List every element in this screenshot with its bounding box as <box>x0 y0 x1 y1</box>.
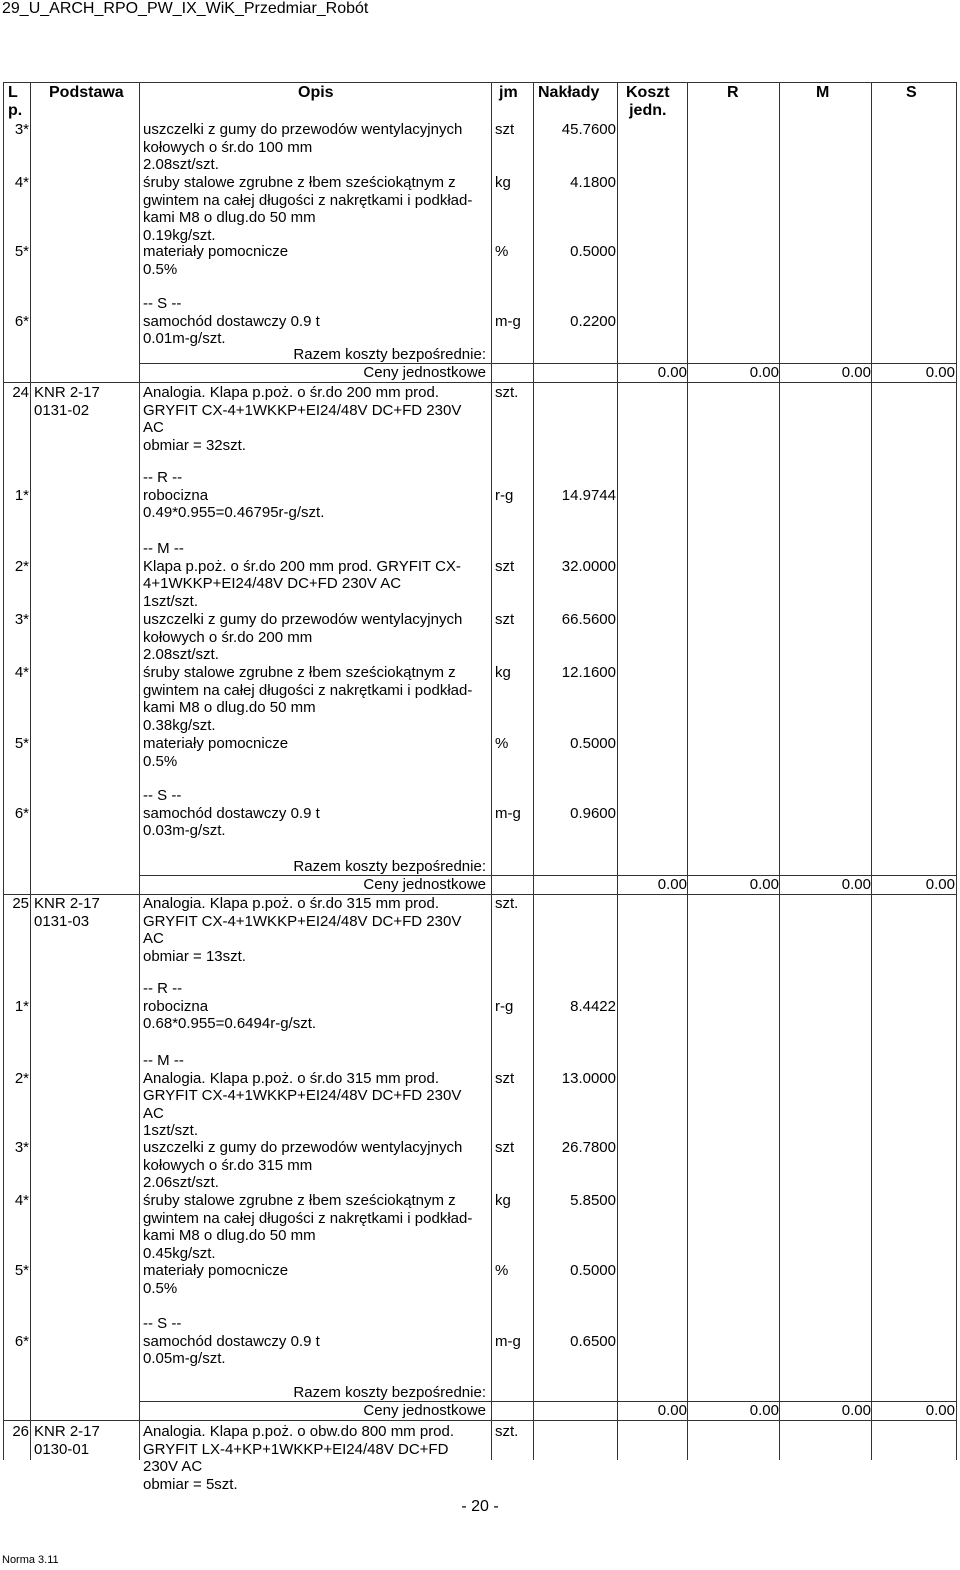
description-line: uszczelki z gumy do przewodów wentylacyjnych <box>143 611 463 628</box>
description-line: 1szt/szt. <box>143 592 199 610</box>
quantity-value: 26.7800 <box>561 1139 616 1156</box>
column-divider <box>871 82 872 1460</box>
unit-price-value: 0.00 <box>657 363 687 381</box>
table-border-right <box>956 82 957 1460</box>
description-line: śruby stalowe zgrubne z łbem sześciokątnym z <box>143 664 456 681</box>
description-line: samochód dostawczy 0.9 t <box>143 312 320 330</box>
quantity-value: 12.1600 <box>561 664 616 681</box>
description <box>143 895 489 965</box>
quantity-value: 14.9744 <box>561 486 616 504</box>
unit-price-value: 0.00 <box>657 875 687 893</box>
description-line: -- S -- <box>143 295 182 312</box>
header-naklady: Nakłady <box>538 84 600 101</box>
column-divider <box>779 82 780 1460</box>
description-line: 0.5% <box>143 260 178 278</box>
description-line: 0.5% <box>143 1279 178 1297</box>
unit: % <box>495 243 509 260</box>
description <box>143 121 489 174</box>
row-divider <box>139 1401 957 1402</box>
description-line: materiały pomocnicze <box>143 735 289 752</box>
quantity-value: 8.4422 <box>570 997 616 1015</box>
row-number: 6* <box>14 312 29 330</box>
header-koszt: Koszt jedn. <box>626 84 670 119</box>
estimate-table <box>3 82 957 1493</box>
column-divider <box>491 82 492 1460</box>
description-line: 0.38kg/szt. <box>143 716 216 734</box>
basis-code <box>34 895 144 930</box>
unit: % <box>495 1262 509 1279</box>
description-line: materiały pomocnicze <box>143 1262 289 1279</box>
footer-norma: Norma 3.11 <box>2 1554 59 1566</box>
unit: szt <box>495 1069 515 1087</box>
description-line: GRYFIT CX-4+1WKKP+EI24/48V DC+FD 230V <box>143 1087 462 1105</box>
header-s: S <box>906 84 917 101</box>
table-border-top <box>3 82 957 83</box>
description-line: 2.08szt/szt. <box>143 646 219 664</box>
description-line: robocizna <box>143 997 209 1015</box>
unit: szt <box>495 611 515 628</box>
unit-price-value: 0.00 <box>841 1401 871 1419</box>
basis-line: KNR 2-17 <box>34 895 100 912</box>
quantity-value: 0.5000 <box>570 243 616 260</box>
description-line: 0.49*0.955=0.46795r-g/szt. <box>143 504 325 522</box>
description-line: samochód dostawczy 0.9 t <box>143 804 320 822</box>
description-line: gwintem na całej długości z nakrętkami i podkład- <box>143 1209 473 1227</box>
description-line: obmiar = 13szt. <box>143 947 246 965</box>
description-line: Klapa p.poż. o śr.do 200 mm prod. GRYFIT CX- <box>143 557 461 575</box>
description <box>143 540 489 610</box>
description <box>143 787 489 840</box>
description-line: Analogia. Klapa p.poż. o śr.do 315 mm prod. <box>143 895 440 912</box>
unit: % <box>495 735 509 752</box>
quantity-value: 45.7600 <box>561 121 616 138</box>
description-line: śruby stalowe zgrubne z łbem sześciokątnym z <box>143 174 456 191</box>
unit: szt. <box>495 384 519 401</box>
unit: m-g <box>495 804 521 822</box>
unit: kg <box>495 1192 511 1209</box>
description-line: 1szt/szt. <box>143 1122 199 1140</box>
unit-price-value: 0.00 <box>925 875 955 893</box>
unit: szt. <box>495 1423 519 1440</box>
unit: szt <box>495 557 515 575</box>
row-number: 6* <box>14 804 29 822</box>
quantity-value: 13.0000 <box>561 1069 616 1087</box>
description <box>143 1423 489 1493</box>
row-divider <box>3 382 957 383</box>
unit-price-value: 0.00 <box>841 363 871 381</box>
description-line: kołowych o śr.do 100 mm <box>143 138 313 156</box>
unit: kg <box>495 174 511 191</box>
row-divider <box>139 363 957 364</box>
row-number: 4* <box>14 174 29 191</box>
description-line: gwintem na całej długości z nakrętkami i podkład- <box>143 191 473 209</box>
row-number: 3* <box>14 1139 29 1156</box>
column-divider <box>30 82 31 1460</box>
row-divider <box>3 1420 957 1421</box>
description-line: kami M8 o dlug.do 50 mm <box>143 699 316 717</box>
description <box>143 174 489 244</box>
row-number: 1* <box>14 486 29 504</box>
unit: szt <box>495 1139 515 1156</box>
row-number: 26 <box>12 1423 29 1440</box>
row-number: 1* <box>14 997 29 1015</box>
unit-price-value: 0.00 <box>657 1401 687 1419</box>
description-line: 2.08szt/szt. <box>143 156 219 174</box>
description-line: 0.01m-g/szt. <box>143 330 226 348</box>
description <box>143 1315 489 1368</box>
description-line: uszczelki z gumy do przewodów wentylacyjnych <box>143 121 463 138</box>
basis-line: 0130-01 <box>34 1440 90 1458</box>
description-line: -- R -- <box>143 469 183 486</box>
basis-code <box>34 384 144 419</box>
header-opis: Opis <box>298 84 334 101</box>
unit-price-value: 0.00 <box>749 875 779 893</box>
description-line: 2.06szt/szt. <box>143 1174 219 1192</box>
description-line: obmiar = 5szt. <box>143 1475 238 1493</box>
unit-price-value: 0.00 <box>749 363 779 381</box>
description-line: AC <box>143 419 164 437</box>
header-podstawa: Podstawa <box>49 84 124 101</box>
row-number: 25 <box>12 895 29 912</box>
description-line: -- M -- <box>143 1052 184 1069</box>
row-number: 24 <box>12 384 29 401</box>
column-divider <box>139 82 140 1460</box>
description-line: GRYFIT LX-4+KP+1WKKP+EI24/48V DC+FD <box>143 1440 449 1458</box>
unit: r-g <box>495 997 514 1015</box>
description <box>143 1192 489 1262</box>
description <box>143 243 489 278</box>
description-line: Analogia. Klapa p.poż. o śr.do 200 mm prod. <box>143 384 440 401</box>
unit: szt <box>495 121 515 138</box>
row-number: 5* <box>14 1262 29 1279</box>
unit: m-g <box>495 1332 521 1350</box>
description-line: robocizna <box>143 486 209 504</box>
row-divider <box>3 894 957 895</box>
description-line: 0.19kg/szt. <box>143 226 216 244</box>
description <box>143 295 489 348</box>
quantity-value: 0.2200 <box>570 312 616 330</box>
quantity-value: 66.5600 <box>561 611 616 628</box>
unit-prices-label: Ceny jednostkowe <box>363 363 486 381</box>
quantity-value: 0.9600 <box>570 804 616 822</box>
unit-price-value: 0.00 <box>841 875 871 893</box>
row-number: 4* <box>14 664 29 681</box>
description-line: -- S -- <box>143 787 182 804</box>
description <box>143 735 489 770</box>
unit-prices-label: Ceny jednostkowe <box>363 1401 486 1419</box>
row-divider <box>139 875 957 876</box>
unit: r-g <box>495 486 514 504</box>
description-line: materiały pomocnicze <box>143 243 289 260</box>
description-line: 4+1WKKP+EI24/48V DC+FD 230V AC <box>143 575 402 593</box>
description-line: AC <box>143 930 164 948</box>
description-line: 0.68*0.955=0.6494r-g/szt. <box>143 1015 317 1033</box>
description-line: GRYFIT CX-4+1WKKP+EI24/48V DC+FD 230V <box>143 401 462 419</box>
unit-price-value: 0.00 <box>925 1401 955 1419</box>
row-number: 2* <box>14 1069 29 1087</box>
description-line: kołowych o śr.do 315 mm <box>143 1156 313 1174</box>
header-r: R <box>727 84 739 101</box>
description-line: 0.05m-g/szt. <box>143 1350 226 1368</box>
description-line: obmiar = 32szt. <box>143 436 246 454</box>
description <box>143 1139 489 1192</box>
row-number: 5* <box>14 243 29 260</box>
description-line: AC <box>143 1104 164 1122</box>
description-line: -- S -- <box>143 1315 182 1332</box>
description-line: kami M8 o dlug.do 50 mm <box>143 209 316 227</box>
summary-label: Razem koszty bezpośrednie: <box>293 346 486 363</box>
description-line: uszczelki z gumy do przewodów wentylacyjnych <box>143 1139 463 1156</box>
basis-code <box>34 1423 144 1458</box>
unit-prices-label: Ceny jednostkowe <box>363 875 486 893</box>
column-divider <box>617 82 618 1460</box>
description-line: GRYFIT CX-4+1WKKP+EI24/48V DC+FD 230V <box>143 912 462 930</box>
column-divider <box>533 82 534 1460</box>
description-line: kami M8 o dlug.do 50 mm <box>143 1227 316 1245</box>
description <box>143 1262 489 1297</box>
description-line: samochód dostawczy 0.9 t <box>143 1332 320 1350</box>
description <box>143 384 489 454</box>
row-number: 5* <box>14 735 29 752</box>
description-line: 0.03m-g/szt. <box>143 822 226 840</box>
summary-label: Razem koszty bezpośrednie: <box>293 858 486 875</box>
description-line: Analogia. Klapa p.poż. o obw.do 800 mm prod. <box>143 1423 455 1440</box>
description-line: 0.45kg/szt. <box>143 1244 216 1262</box>
description-line: kołowych o śr.do 200 mm <box>143 628 313 646</box>
unit: szt. <box>495 895 519 912</box>
page-number: - 20 - <box>461 1498 499 1515</box>
quantity-value: 0.5000 <box>570 1262 616 1279</box>
quantity-value: 32.0000 <box>561 557 616 575</box>
basis-line: KNR 2-17 <box>34 384 100 401</box>
unit: kg <box>495 664 511 681</box>
description <box>143 611 489 664</box>
document-title: 29_U_ARCH_RPO_PW_IX_WiK_Przedmiar_Robót <box>2 0 369 17</box>
quantity-value: 4.1800 <box>570 174 616 191</box>
summary-label: Razem koszty bezpośrednie: <box>293 1384 486 1401</box>
header-lp: L p. <box>8 84 23 119</box>
quantity-value: 5.8500 <box>570 1192 616 1209</box>
description-line: 0.5% <box>143 752 178 770</box>
unit-price-value: 0.00 <box>749 1401 779 1419</box>
basis-line: 0131-03 <box>34 912 90 930</box>
description-line: 230V AC <box>143 1458 203 1476</box>
description <box>143 664 489 734</box>
unit: m-g <box>495 312 521 330</box>
row-number: 6* <box>14 1332 29 1350</box>
quantity-value: 0.6500 <box>570 1332 616 1350</box>
basis-line: 0131-02 <box>34 401 90 419</box>
column-divider <box>687 82 688 1460</box>
row-number: 3* <box>14 611 29 628</box>
row-number: 4* <box>14 1192 29 1209</box>
description <box>143 980 489 1033</box>
description-line: -- R -- <box>143 980 183 997</box>
basis-line: KNR 2-17 <box>34 1423 100 1440</box>
header-m: M <box>816 84 830 101</box>
table-border-left <box>3 82 4 1460</box>
description <box>143 1052 489 1140</box>
description-line: Analogia. Klapa p.poż. o śr.do 315 mm prod. <box>143 1069 440 1087</box>
description-line: gwintem na całej długości z nakrętkami i podkład- <box>143 681 473 699</box>
unit-price-value: 0.00 <box>925 363 955 381</box>
row-number: 2* <box>14 557 29 575</box>
quantity-value: 0.5000 <box>570 735 616 752</box>
header-jm: jm <box>499 84 518 101</box>
row-number: 3* <box>14 121 29 138</box>
description-line: -- M -- <box>143 540 184 557</box>
description <box>143 469 489 522</box>
description-line: śruby stalowe zgrubne z łbem sześciokątnym z <box>143 1192 456 1209</box>
